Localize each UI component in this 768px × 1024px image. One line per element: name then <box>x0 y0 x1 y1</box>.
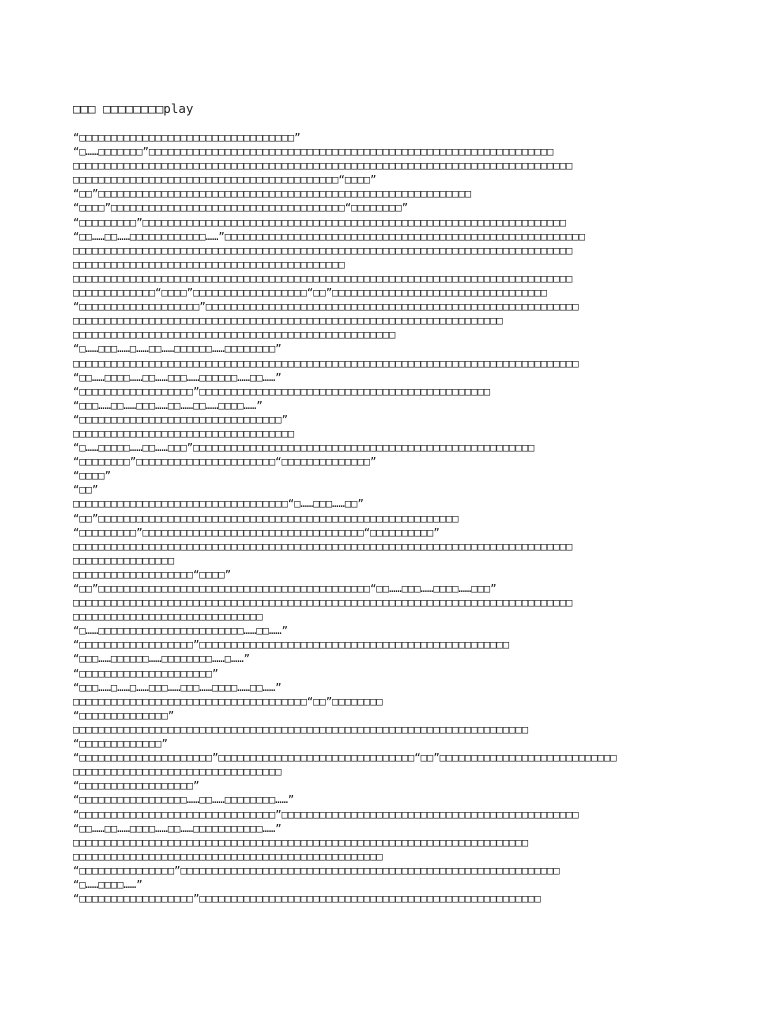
text-line: “□□□□□□□□□”□□□□□□□□□□□□□□□□□□□□□□□□□□□□□□□□□□□□□□□□□□□□□□□□□□□□□□□□□□□□□□□□□□□ <box>73 216 567 229</box>
text-line: □□□□□□□□□□□□□□□□□□□□□□□□□□□□□□□□□□□□□□□□□□□□□□□□□□□□□□□□□□□□□□□□□□□□□□□□□□□□□□□ <box>73 244 573 257</box>
text-line: □□□□□□□□□□□□□□□□□□□□□□□□□□□□□□□□□□□□□□□□□□□□□□□□□□□□□□□□□□□□□□□□□□□□□□□□□□□□□□□□ <box>73 357 579 370</box>
text-line: “□□□□□□□□□□□□□□□□□□” <box>73 780 200 793</box>
text-line: “□□□□□□□□□□□□□□□□□□□□□□□□□□□□□□□”□□□□□□□□□□□□□□□□□□□□□□□□□□□□□□□□□□□□□□□□□□□□□□□ <box>73 808 579 821</box>
text-line: □□□□□□□□□□□□□□□□□□□□□□□□□□□□□□□□□□“□……□□□……□□” <box>73 498 364 511</box>
text-line: □□□□□□□□□□□□□□□□□□□□□□□□□□□□□□□□□□□□□□□□□□□□□□□□□□□□□□□□□□□□□□□□□□□□□□□□□□□□□□□ <box>73 160 573 173</box>
text-line: “□□……□□……□□□□……□□……□□□□□□□□□□□……” <box>73 822 282 835</box>
document-title: □□□ □□□□□□□□play <box>73 101 194 116</box>
text-line: □□□□□□□□□□□□□□□□□□□□□□□□□□□□□□□□□□□□□□□□□□□□□□□□□□□□□□□□□□□□□□□□□□□□□□□□ <box>73 723 529 736</box>
text-line: □□□□□□□□□□□□□□□□□□□□□□□□□□□□□□□□□□□ <box>73 427 295 440</box>
text-line: “□……□□□……□……□□……□□□□□□……□□□□□□□□” <box>73 343 282 356</box>
text-line: “□□□□□□□□□□□□□□□□□□□”□□□□□□□□□□□□□□□□□□□□□□□□□□□□□□□□□□□□□□□□□□□□□□□□□□□□□□□□□□□ <box>73 301 579 314</box>
text-line: “□□□□□□□□□□□□□□□□□……□□……□□□□□□□□……” <box>73 794 295 807</box>
text-line: “□□……□□□□……□□……□□□……□□□□□□……□□……” <box>73 371 282 384</box>
text-line: □□□□□□□□□□□□□□□□□□□□□□□□□□□□□□□□□ <box>73 766 282 779</box>
text-line: “□□□□□□□□□□□□□□□”□□□□□□□□□□□□□□□□□□□□□□□□□□□□□□□□□□□□□□□□□□□□□□□□□□□□□□□□□□□□ <box>73 864 560 877</box>
text-line: □□□□□□□□□□□□□□□□ <box>73 554 175 567</box>
text-line: “□……□□□□□□□□□□□□□□□□□□□□□□□……□□……” <box>73 625 288 638</box>
text-line: “□□□……□□□□□□……□□□□□□□□……□……” <box>73 653 251 666</box>
text-line: “□□□□”□□□□□□□□□□□□□□□□□□□□□□□□□□□□□□□□□□□□□“□□□□□□□□” <box>73 202 409 215</box>
text-line: “□……□□□□……” <box>73 878 143 891</box>
text-line: □□□□□□□□□□□□□□□□□□□□□□□□□□□□□□□□□□□□□□□□□□□□□□□□□□□ <box>73 329 396 342</box>
text-line: “□□□□□□□□□”□□□□□□□□□□□□□□□□□□□□□□□□□□□□□□□□□□□“□□□□□□□□□□” <box>73 526 440 539</box>
document-page <box>73 101 713 906</box>
text-line: □□□□□□□□□□□□□□□□□□□□□□□□□□□□□□□□□□□□□□□□□□□□□□□□□□□□□□□□□□□□□□□□□□□□□□□□□□□□□□□ <box>73 272 573 285</box>
text-line: “□□□……□□……□□□……□□……□□……□□□□……” <box>73 399 263 412</box>
text-line: “□□□□□□□□□□□□□□” <box>73 709 175 722</box>
text-line: “□□□□□□□□□□□□□□□□□□□□□□□□□□□□□□□□□□” <box>73 132 301 144</box>
text-line: “□□□□□□□□”□□□□□□□□□□□□□□□□□□□□□□“□□□□□□□□□□□□□□” <box>73 456 377 469</box>
text-line: □□□□□□□□□□□□□□□□□□□□□□□□□□□□□□ <box>73 611 263 624</box>
text-line: “□□……□□……□□□□□□□□□□□□……”□□□□□□□□□□□□□□□□□□□□□□□□□□□□□□□□□□□□□□□□□□□□□□□□□□□□□□□□□ <box>73 230 586 243</box>
text-line: “□□□……□……□……□□□……□□□……□□□□……□□……” <box>73 681 282 694</box>
text-line: □□□□□□□□□□□□□□□□□□□□□□□□□□□□□□□□□□□□□□□□□□□□□□□□□□□□□□□□□□□□□□□□□□□□ <box>73 315 503 328</box>
document-body <box>73 131 713 906</box>
text-line: “□□□□□□□□□□□□□” <box>73 738 168 751</box>
text-line: □□□□□□□□□□□□□“□□□□”□□□□□□□□□□□□□□□□□□“□□”□□□□□□□□□□□□□□□□□□□□□□□□□□□□□□□□□□ <box>73 287 548 300</box>
text-line: “□□□□□□□□□□□□□□□□□□”□□□□□□□□□□□□□□□□□□□□□□□□□□□□□□□□□□□□□□□□□□□□□□ <box>73 385 491 398</box>
text-line: “□□□□□□□□□□□□□□□□□□□□□□□□□□□□□□□□” <box>73 413 288 426</box>
text-line: □□□□□□□□□□□□□□□□□□□□□□□□□□□□□□□□□□□□□□□□□□□□□□□□□□□□□□□□□□□□□□□□□□□□□□□□ <box>73 836 529 849</box>
text-line: □□□□□□□□□□□□□□□□□□□□□□□□□□□□□□□□□□□□□□□□□□□□□□□□□□□□□□□□□□□□□□□□□□□□□□□□□□□□□□□ <box>73 540 573 553</box>
text-line: “□□”□□□□□□□□□□□□□□□□□□□□□□□□□□□□□□□□□□□□□□□□□□□“□□……□□□……□□□□……□□□” <box>73 583 497 595</box>
text-line: “□□”□□□□□□□□□□□□□□□□□□□□□□□□□□□□□□□□□□□□□□□□□□□□□□□□□□□□□□□□□□□ <box>73 188 472 201</box>
text-line: □□□□□□□□□□□□□□□□□□□□□□□□□□□□□□□□□□□□□□□□□□“□□□□” <box>73 174 377 187</box>
text-line: “□□”□□□□□□□□□□□□□□□□□□□□□□□□□□□□□□□□□□□□□□□□□□□□□□□□□□□□□□□□□ <box>73 512 459 525</box>
text-line: □□□□□□□□□□□□□□□□□□□□□□□□□□□□□□□□□□□□□□□□□□□ <box>73 258 345 271</box>
text-line: □□□□□□□□□□□□□□□□□□□□□□□□□□□□□□□□□□□□□□□□□□□□□□□□□ <box>73 850 383 863</box>
text-line: □□□□□□□□□□□□□□□□□□□□□□□□□□□□□□□□□□□□□“□□”□□□□□□□□ <box>73 695 383 708</box>
text-line: “□□□□” <box>73 470 111 483</box>
text-line: “□□□□□□□□□□□□□□□□□□□□□” <box>73 667 219 680</box>
text-line: □□□□□□□□□□□□□□□□□□□□□□□□□□□□□□□□□□□□□□□□□□□□□□□□□□□□□□□□□□□□□□□□□□□□□□□□□□□□□□□ <box>73 597 573 610</box>
text-line: “□……□□□□□……□□……□□□”□□□□□□□□□□□□□□□□□□□□□□□□□□□□□□□□□□□□□□□□□□□□□□□□□□□□□□ <box>73 442 535 455</box>
text-line: “□□” <box>73 484 99 497</box>
text-line: “□……□□□□□□□”□□□□□□□□□□□□□□□□□□□□□□□□□□□□□□□□□□□□□□□□□□□□□□□□□□□□□□□□□□□□□□□□ <box>73 146 554 159</box>
text-line: “□□□□□□□□□□□□□□□□□□”□□□□□□□□□□□□□□□□□□□□□□□□□□□□□□□□□□□□□□□□□□□□□□□□□ <box>73 639 510 652</box>
text-line: “□□□□□□□□□□□□□□□□□□”□□□□□□□□□□□□□□□□□□□□□□□□□□□□□□□□□□□□□□□□□□□□□□□□□□□□□□ <box>73 893 541 906</box>
text-line: “□□□□□□□□□□□□□□□□□□□□□”□□□□□□□□□□□□□□□□□□□□□□□□□□□□□□□“□□”□□□□□□□□□□□□□□□□□□□□□□□□□□□□ <box>73 752 617 765</box>
text-line: □□□□□□□□□□□□□□□□□□□“□□□□” <box>73 568 232 581</box>
